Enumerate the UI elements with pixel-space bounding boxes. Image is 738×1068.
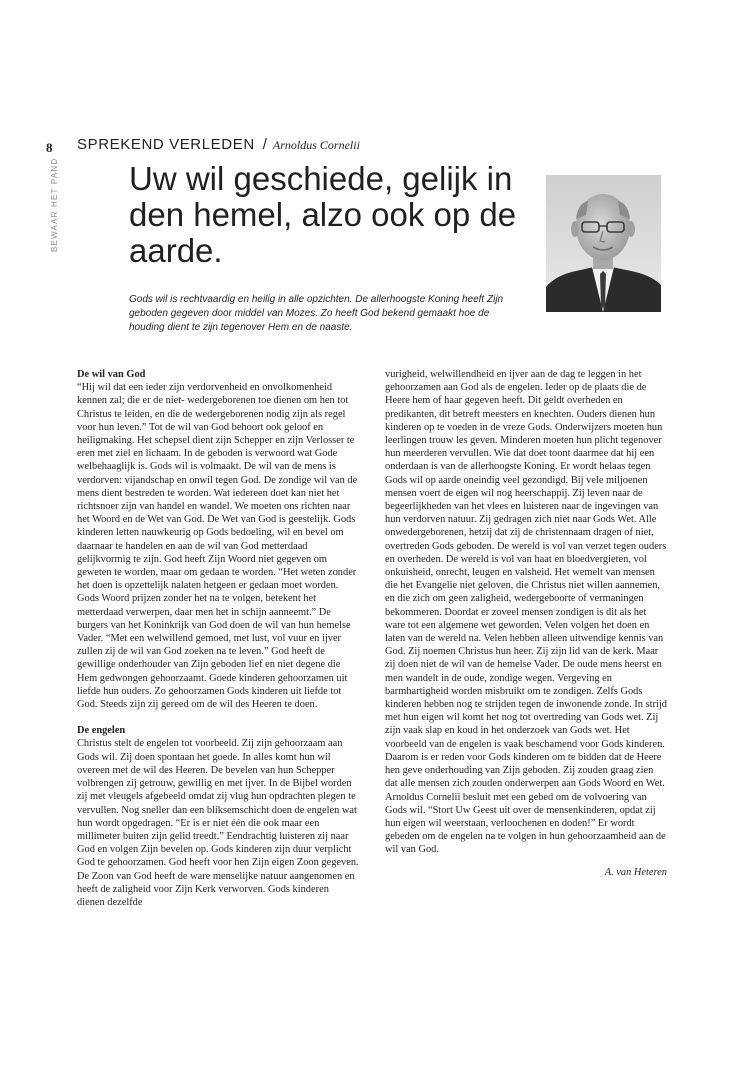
article-column-left <box>77 368 359 909</box>
header-separator: / <box>262 136 267 153</box>
column-right-body: vurigheid, welwillendheid en ijver aan de dag te leggen in het gehoorzamen aan God als de engelen. Ieder op de plaats die de Heere hem of haar gegeven heeft. Dit geldt overheden en predikanten, dit betreft meesters en knechten. Ouders dienen hun kinderen op te voeden in de vreze Gods. Onderwijzers moeten hun leerlingen trouw les geven. Minderen moeten hun plicht tegenover hun meerderen vervullen. Wie dat doet toont daarmee dat hij een onderdaan is van de allerhoogste Koning. Er wordt helaas tegen Gods wil op aarde oneindig veel gezondigd. Bij vele miljoenen mensen voert de eigen wil nog heerschappij. Zij leven naar de begeerlijkheden van het vlees en luisteren naar de ingevingen van hun verdorven natuur. Zij gedragen zich niet naar Gods Wet. Alle onwedergeborenen, hetzij dat zij de christennaam dragen of niet, overtreden Gods geboden. De wereld is vol van verzet tegen ouders en overheden. De wereld is vol van haat en bloedvergieten, vol onkuisheid, onrecht, leugen en valsheid. Het wemelt van mensen die het Evangelie niet geloven, die Christus niet willen aannemen, en die zich om geen zaligheid, wedergeboorte of vermaningen bekommeren. Doordat er zoveel mensen zondigen is dit als het ware tot een algemene wet geworden. Velen volgen het doen en laten van de wereld na. Velen hebben alleen uitwendige kennis van God. Zij noemen Christus hun heer. Zij zijn lid van de kerk. Maar zij doen niet de wil van de hemelse Vader. De oude mens heerst en men wandelt in de oude, zondige wegen. Vergeving en barmhartigheid worden misbruikt om te zondigen. Zelfs Gods kinderen hebben nog te strijden tegen de inwonende zonde. In strijd met hun eigen wil komt het nog tot overtreding van Gods wet. Zij zijn vaak slap en koud in het onderzoek van Gods wet. Het voorbeeld van de engelen is vaak beschamend voor Gods kinderen. Daarom is er reden voor Gods kinderen om te bidden dat de Heere hen geve onderhouding van Zijn geboden. Zij zouden graag zien dat alle mensen zich zouden onderwerpen aan Gods Woord en Wet. Arnoldus Cornelii besluit met een gebed om de volvoering van Gods wil. “Stort Uw Geest uit over de mensenkinderen, opdat zij hun eigen wil weerstaan, verloochenen en doden!” Er wordt gebeden om de engelen na te volgen in hun gehoorzaamheid aan de wil van God. <box>385 369 667 856</box>
section-heading-will-of-god: De wil van God <box>77 369 146 380</box>
side-label: BEWAAR HET PAND <box>50 157 59 252</box>
section-body-angels: Christus stelt de engelen tot voorbeeld. Zij zijn gehoorzaam aan Gods wil. Zij doen spontaan het goede. In alles komt hun wil overeen met de wil des Heeren. De bevelen van hun Schepper volbrengen zij getrouw, gewillig en met ijver. In de Bijbel worden zij met vleugels afgebeeld omdat zij vlug hun opdrachten plegen te vervullen. Nog sneller dan een bliksemschicht doen de engelen wat hun wordt opgedragen. “Er is er niet één die ook maar een millimeter buiten zijn gelid treedt.” Eendrachtig luisteren zij naar God en volgen Zijn bevelen op. Gods kinderen zijn duur verplicht God te gehoorzamen. God heeft voor hen Zijn eigen Zoon gegeven. De Zoon van God heeft de ware menselijke natuur aangenomen en heeft de zaligheid voor Zijn Kerk verworven. Gods kinderen dienen dezelfde <box>77 738 359 908</box>
page-number: 8 <box>46 140 53 155</box>
article-intro: Gods wil is rechtvaardig en heilig in alle opzichten. De allerhoogste Koning heeft Zijn geboden gegeven door middel van Mozes. Zo heeft God bekend gemaakt hoe de houding dient te zijn tegenover Hem en de naaste. <box>129 294 504 333</box>
article-header <box>77 136 360 154</box>
portrait-illustration <box>546 175 661 312</box>
article-title: Uw wil geschiede, gelijk in den hemel, alzo ook op de aarde. <box>129 160 517 269</box>
author-portrait-photo <box>546 175 661 312</box>
article-signature: A. van Heteren <box>604 866 667 878</box>
section-label: SPREKEND VERLEDEN <box>77 136 255 153</box>
article-column-right <box>385 368 667 879</box>
author-name: Arnoldus Cornelii <box>272 138 360 152</box>
section-body-will-of-god: “Hij wil dat een ieder zijn verdorvenheid en onvolkomenheid kennen zal; die er de niet- wedergeborenen toe dienen om hen tot Christus te leiden, en die de wedergeborenen nodig zijn als regel voor hun leven.” Tot de wil van God behoort ook geloof en heiligmaking. Het schepsel dient zijn Schepper en zijn Verlosser te eren met ziel en lichaam. In de geboden is verwoord wat Gode welbehaaglijk is. Gods wil is volmaakt. De wil van de mens is verdorven: vijandschap en onwil tegen God. De zondige wil van de mens dient bestreden te worden. Wat iedereen doet kan niet het richtsnoer zijn van handel en wandel. We moeten ons richten naar het Woord en de Wet van God. De Wet van God is geestelijk. Gods kinderen letten nauwkeurig op Gods bedoeling, wil en bevel om daarnaar te handelen en aan de wil van God metterdaad gelijkvormig te zijn. God heeft Zijn Woord niet gegeven om geweten te worden, maar om gedaan te worden. “Het weten zonder het doen is opzettelijk nalaten hetgeen er gedaan moet worden. Gods Woord prijzen zonder het na te volgen, betekent het metterdaad verwerpen, daar men het in schijn aanneemt.” De burgers van het Koninkrijk van God doen de wil van hun hemelse Vader. “Met een welwillend gemoed, met lust, vol vuur en ijver zullen zij de wil van God zoeken na te leven.” God heeft de gewillige onderhouder van Zijn geboden lief en niet degene die Hem gedwongen gehoorzaamt. Goede kinderen gehoorzamen uit liefde hun ouders. Zo gehoorzamen Gods kinderen uit liefde tot God. Steeds zijn zij gereed om de wil des Heeren te doen. <box>77 382 358 711</box>
section-heading-angels: De engelen <box>77 725 126 737</box>
